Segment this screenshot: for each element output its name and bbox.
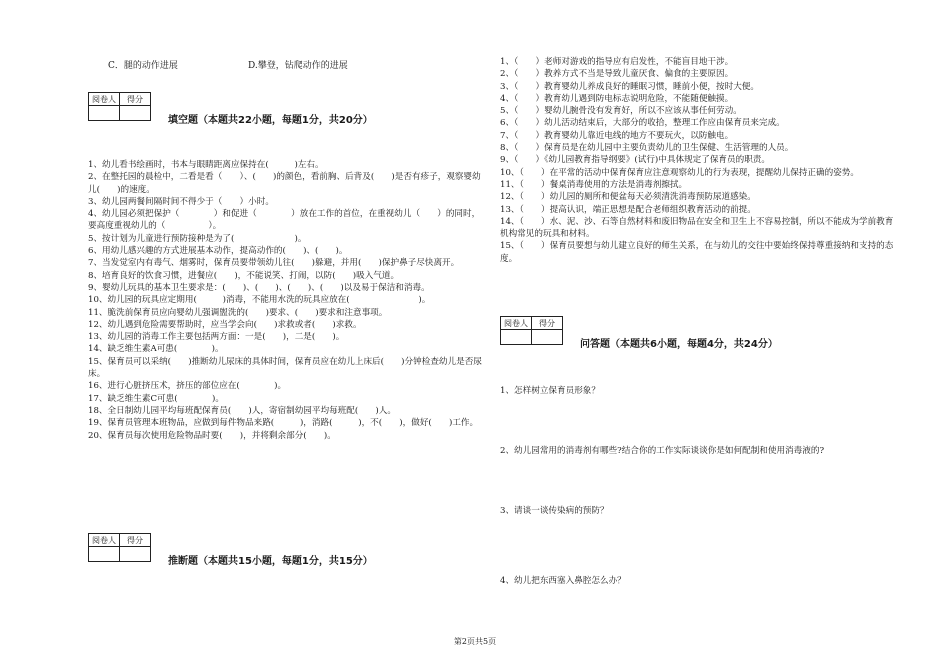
essay-question: 2、幼儿园常用的消毒剂有哪些?结合你的工作实际谈谈你是如何配制和使用消毒液的? xyxy=(500,446,825,456)
fill-question: 15、保育员可以采纳( )推断幼儿尿床的具体时间，保育员应在幼儿上床后( )分钟检查幼儿是否尿床。 xyxy=(88,356,482,380)
judge-question: 5、（ ）婴幼儿腕骨没有发育好，所以不应该从事任何劳动。 xyxy=(500,106,742,117)
judge-question: 3、（ ）教育婴幼儿养成良好的睡眠习惯，睡前小便，按时大便。 xyxy=(500,81,759,92)
judge-question: 2、（ ）教养方式不当是导致儿童厌食、偏食的主要原因。 xyxy=(500,69,734,80)
fill-question: 17、缺乏维生素C可患( )。 xyxy=(88,393,224,404)
fill-question: 18、全日制幼儿园平均每班配保育员( )人，寄宿制幼园平均每班配( )人。 xyxy=(88,405,396,416)
page-footer: 第2页共5页 xyxy=(453,637,497,646)
fill-question: 3、幼儿园两餐间隔时间不得少于（ ）小时。 xyxy=(88,196,274,207)
score-label: 得分 xyxy=(120,534,151,547)
judge-question: 14、（ ）水、泥、沙、石等自然材料和废旧物品在安全和卫生上不容易控制，所以不能成为学前教育机构常见的玩具和材料。 xyxy=(500,216,894,240)
fill-question: 13、幼儿园的消毒工作主要包括两方面：一是( )，二是( )。 xyxy=(88,332,345,343)
judge-question: 7、（ ）教育婴幼儿靠近电线的地方不要玩火，以防触电。 xyxy=(500,130,734,141)
option-c: C．腿的动作进展 xyxy=(108,61,178,71)
score-label: 得分 xyxy=(532,317,563,330)
essay-question: 3、请谈一谈传染病的预防？ xyxy=(500,506,609,516)
fill-question: 10、幼儿园的玩具应定期用( )消毒，不能用水洗的玩具应放在( )。 xyxy=(88,295,431,306)
reviewer-cell xyxy=(89,106,120,121)
fill-question: 11、脆洗前保育员应向婴幼儿强调盥洗的( )要求、( )要求和注意事项。 xyxy=(88,307,388,318)
fill-question: 16、进行心脏挤压术，挤压的部位应在( )。 xyxy=(88,381,287,392)
reviewer-cell xyxy=(89,547,120,562)
judge-question: 11、（ ）餐桌消毒使用的方法是消毒剂擦拭。 xyxy=(500,179,688,190)
score-box xyxy=(500,316,563,345)
fill-section-header xyxy=(88,92,488,124)
judge-question: 6、（ ）幼儿活动结束后，大部分的收拾，整理工作应由保育员来完成。 xyxy=(500,118,785,129)
fill-question: 6、用幼儿感兴趣的方式进展基本动作，提高动作的( )、( )。 xyxy=(88,246,348,257)
judge-question: 15、（ ）保育员要想与幼儿建立良好的师生关系，在与幼儿的交往中要始终保持尊重接纳和支持的态度。 xyxy=(500,241,894,264)
score-box xyxy=(88,92,151,121)
essay-section-header xyxy=(500,316,895,348)
judge-question: 10、（ ）在平常的活动中保育保育应注意观察幼儿的行为表现，提醒幼儿保持正确的姿势。 xyxy=(500,167,859,178)
score-cell xyxy=(532,330,563,345)
fill-section-title: 填空题（本题共22小题，每题1分，共20分） xyxy=(168,115,373,126)
fill-question: 12、幼儿遇到危险需要帮助时，应当学会向( )求救或者( )求救。 xyxy=(88,319,362,330)
reviewer-label: 阅卷人 xyxy=(89,93,120,106)
fill-question: 5、按计划为儿童进行预防接种是为了( )。 xyxy=(88,233,307,244)
fill-question: 2、在整托园的晨检中，二看是看（ ）、( )的颜色，看前胸、后背及( )是否有疹子，观察婴幼儿( )的速度。 xyxy=(88,172,481,195)
judge-question: 4、（ ）教育幼儿遇到防电标志说明危险，不能随便触摸。 xyxy=(500,93,734,104)
judge-question: 1、（ ）老师对游戏的指导应有启发性，不能盲目地干涉。 xyxy=(500,57,734,67)
previous-options xyxy=(88,56,488,80)
reviewer-label: 阅卷人 xyxy=(89,534,120,547)
left-column xyxy=(88,56,488,567)
fill-question: 20、保育员每次使用危险物品时要( )，并将剩余部分( )。 xyxy=(88,430,336,441)
essay-section-title: 问答题（本题共6小题，每题4分，共24分） xyxy=(580,339,778,350)
score-cell xyxy=(120,547,151,562)
essay-question: 1、怎样树立保育员形象？ xyxy=(500,386,600,396)
option-d: D.攀登，钻爬动作的进展 xyxy=(248,61,348,71)
essay-question: 4、幼儿把东西塞入鼻腔怎么办？ xyxy=(500,576,626,586)
judge-question-list xyxy=(500,56,895,265)
fill-question: 9、婴幼儿玩具的基本卫生要求是：( )、( )、( )、( )以及易于保洁和消毒。 xyxy=(88,282,430,293)
fill-question: 8、培育良好的饮食习惯，进餐应( )，不能说笑、打闹，以防( )吸入气道。 xyxy=(88,270,400,281)
fill-question: 7、当发觉室内有毒气、烟雾时，保育员要带领幼儿往( )躲避，并用( )保护鼻子尽快离开。 xyxy=(88,258,460,269)
score-cell xyxy=(120,106,151,121)
fill-question: 14、缺乏维生素A可患( )。 xyxy=(88,344,224,355)
judge-question: 8、（ ）保育员是在幼儿园中主要负责幼儿的卫生保健、生活管理的人员。 xyxy=(500,143,794,154)
judge-question: 9、（ ）《幼儿园教育指导纲要》(试行)中具体规定了保育员的职责。 xyxy=(500,155,770,166)
reviewer-cell xyxy=(501,330,532,345)
judge-question: 13、（ ）提高认识，端正思想是配合老师组织教育活动的前提。 xyxy=(500,204,756,215)
fill-question: 19、保育员管理本班物品，应做到每件物品来路( )，消路( )，不( )，做好( )工作。 xyxy=(88,418,479,429)
reviewer-label: 阅卷人 xyxy=(501,317,532,330)
fill-question: 1、幼儿看书绘画时，书本与眼睛距离应保持在( )左右。 xyxy=(88,160,324,170)
judge-section-header xyxy=(88,533,488,565)
score-box xyxy=(88,533,151,562)
fill-question: 4、幼儿园必须把保护（ ）和促进（ ）放在工作的首位，在重视幼儿（ ）的同时，要高度重视幼儿的（ ）。 xyxy=(88,209,481,232)
fill-question-list xyxy=(88,159,488,442)
score-label: 得分 xyxy=(120,93,151,106)
judge-section-title: 推断题（本题共15小题，每题1分，共15分） xyxy=(168,556,373,567)
judge-question: 12、（ ）幼儿园的厕所和便盆每天必须清洗消毒预防尿道感染。 xyxy=(500,192,756,203)
